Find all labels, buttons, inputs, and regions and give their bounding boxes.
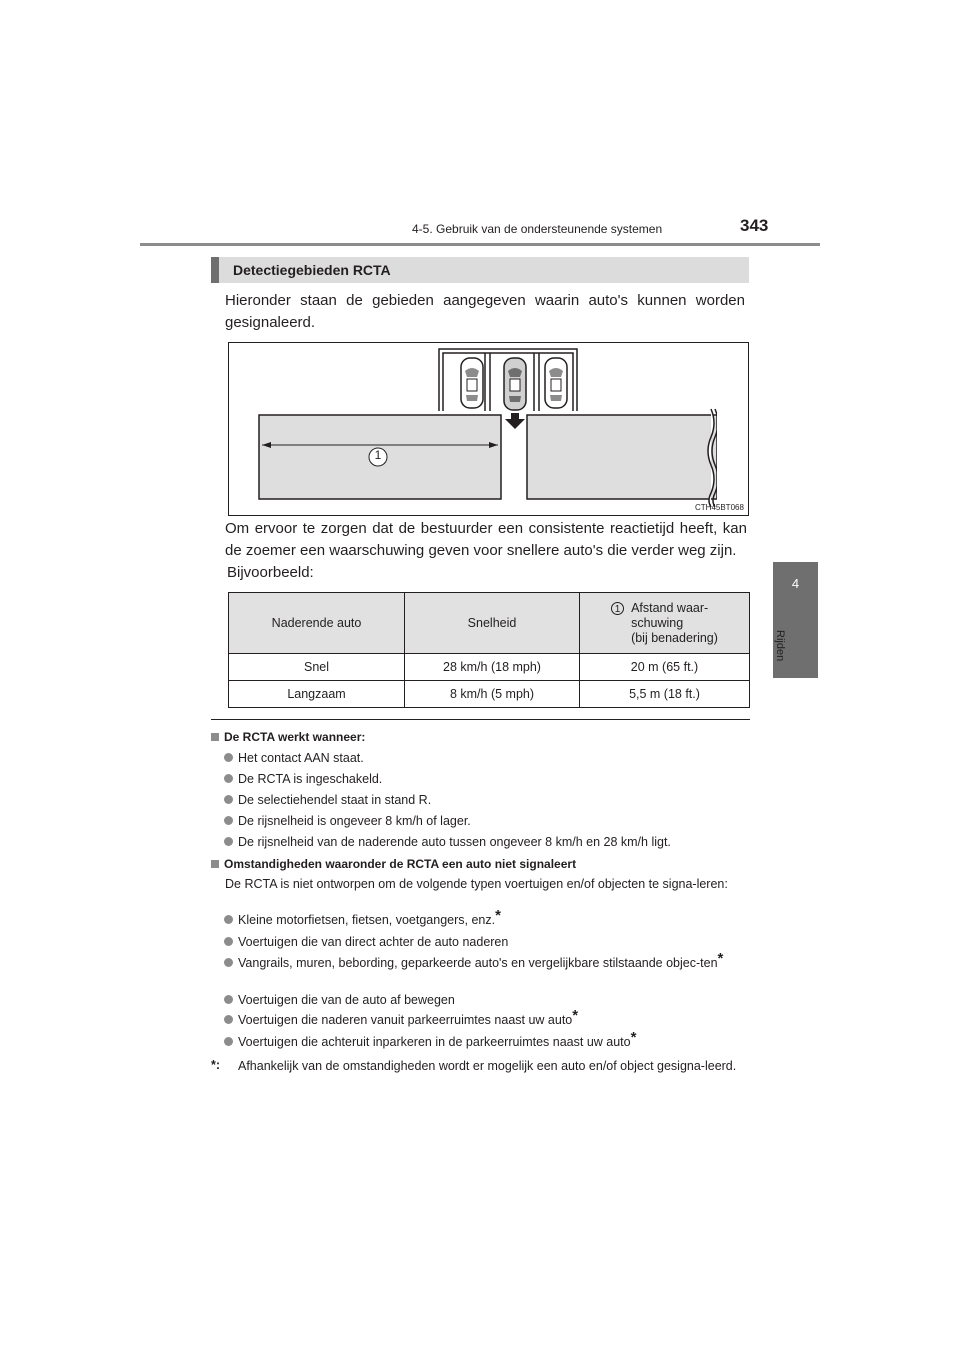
detection-zone-right [527, 415, 717, 499]
list-item: Kleine motorfietsen, fietsen, voetgangers, enz.* [224, 913, 501, 927]
chapter-tab-label: Rijden [774, 630, 786, 662]
bullet-icon [224, 816, 233, 825]
warning-distance-table [228, 592, 750, 708]
reverse-arrow-icon [505, 413, 525, 429]
table-header-row [229, 593, 750, 654]
table-cell: Langzaam [229, 681, 405, 708]
list-item: Voertuigen die achteruit inparkeren in de parkeerruimtes naast uw auto* [224, 1035, 636, 1049]
table-row [229, 681, 750, 708]
bullet-icon [224, 958, 233, 967]
bullet-icon [224, 937, 233, 946]
parked-car-right-icon [545, 358, 567, 408]
works-when-heading: De RCTA werkt wanneer: [211, 730, 365, 744]
not-signal-intro: De RCTA is niet ontworpen om de volgende typen voertuigen en/of objecten te signa-leren: [225, 877, 728, 891]
section-separator [211, 719, 750, 720]
running-header: 4-5. Gebruik van de ondersteunende systemen [412, 222, 663, 236]
header-approaching-car: Naderende auto [229, 593, 405, 654]
diagram-svg [229, 343, 748, 515]
list-item: Voertuigen die van de auto af bewegen [224, 993, 455, 1007]
rcta-detection-diagram [228, 342, 749, 516]
header-warning-distance-text: 1 Afstand waar- schuwing (bij benadering) [611, 601, 718, 646]
list-item: De rijsnelheid is ongeveer 8 km/h of lager. [224, 814, 471, 828]
bullet-icon [224, 795, 233, 804]
own-car-icon [504, 358, 526, 410]
page-number: 343 [740, 216, 769, 235]
example-label: Bijvoorbeeld: [227, 564, 314, 581]
bullet-icon [224, 753, 233, 762]
table-cell: 5,5 m (18 ft.) [580, 681, 750, 708]
chapter-tab-number: 4 [791, 576, 800, 591]
bullet-icon [224, 1037, 233, 1046]
bullet-icon [224, 774, 233, 783]
diagram-callout-1: 1 [374, 448, 382, 462]
bullet-icon [224, 995, 233, 1004]
table-cell: 20 m (65 ft.) [580, 654, 750, 681]
list-item: Voertuigen die van direct achter de auto naderen [224, 935, 508, 949]
table-cell: 8 km/h (5 mph) [405, 681, 580, 708]
header-rule [140, 243, 820, 246]
bullet-icon [224, 837, 233, 846]
section-heading [211, 257, 749, 283]
table-row [229, 654, 750, 681]
intro-paragraph: Hieronder staan de gebieden aangegeven waarin auto's kunnen worden gesignaleerd. [225, 292, 745, 331]
list-item: Vangrails, muren, bebording, geparkeerde auto's en vergelijkbare stilstaande objec-ten* [224, 955, 750, 971]
bullet-icon [224, 1015, 233, 1024]
list-item: De RCTA is ingeschakeld. [224, 772, 382, 786]
parked-car-left-icon [461, 358, 483, 408]
header-callout-1: 1 [611, 602, 624, 615]
figure-code: CTH45BT068 [695, 503, 744, 512]
explanation-paragraph: Om ervoor te zorgen dat de bestuurder een consistente reactietijd heeft, kan de zoemer een waarschuwing geven voor snellere auto's die verder weg zijn. [225, 520, 747, 559]
table-cell: 28 km/h (18 mph) [405, 654, 580, 681]
bullet-icon [224, 915, 233, 924]
square-bullet-icon [211, 860, 219, 868]
list-item: Voertuigen die naderen vanuit parkeerruimtes naast uw auto* [224, 1013, 578, 1027]
list-item: Het contact AAN staat. [224, 751, 364, 765]
footnote-text: Afhankelijk van de omstandigheden wordt er mogelijk een auto en/of object gesigna-leerd. [238, 1059, 737, 1073]
list-item: De rijsnelheid van de naderende auto tussen ongeveer 8 km/h en 28 km/h ligt. [224, 835, 671, 849]
not-signal-heading: Omstandigheden waaronder de RCTA een auto niet signaleert [211, 857, 576, 871]
square-bullet-icon [211, 733, 219, 741]
table-cell: Snel [229, 654, 405, 681]
list-item: De selectiehendel staat in stand R. [224, 793, 431, 807]
footnote-marker: *: [211, 1058, 221, 1072]
section-heading-text: Detectiegebieden RCTA [233, 262, 391, 278]
header-speed: Snelheid [405, 593, 580, 654]
header-warning-distance [580, 593, 750, 654]
